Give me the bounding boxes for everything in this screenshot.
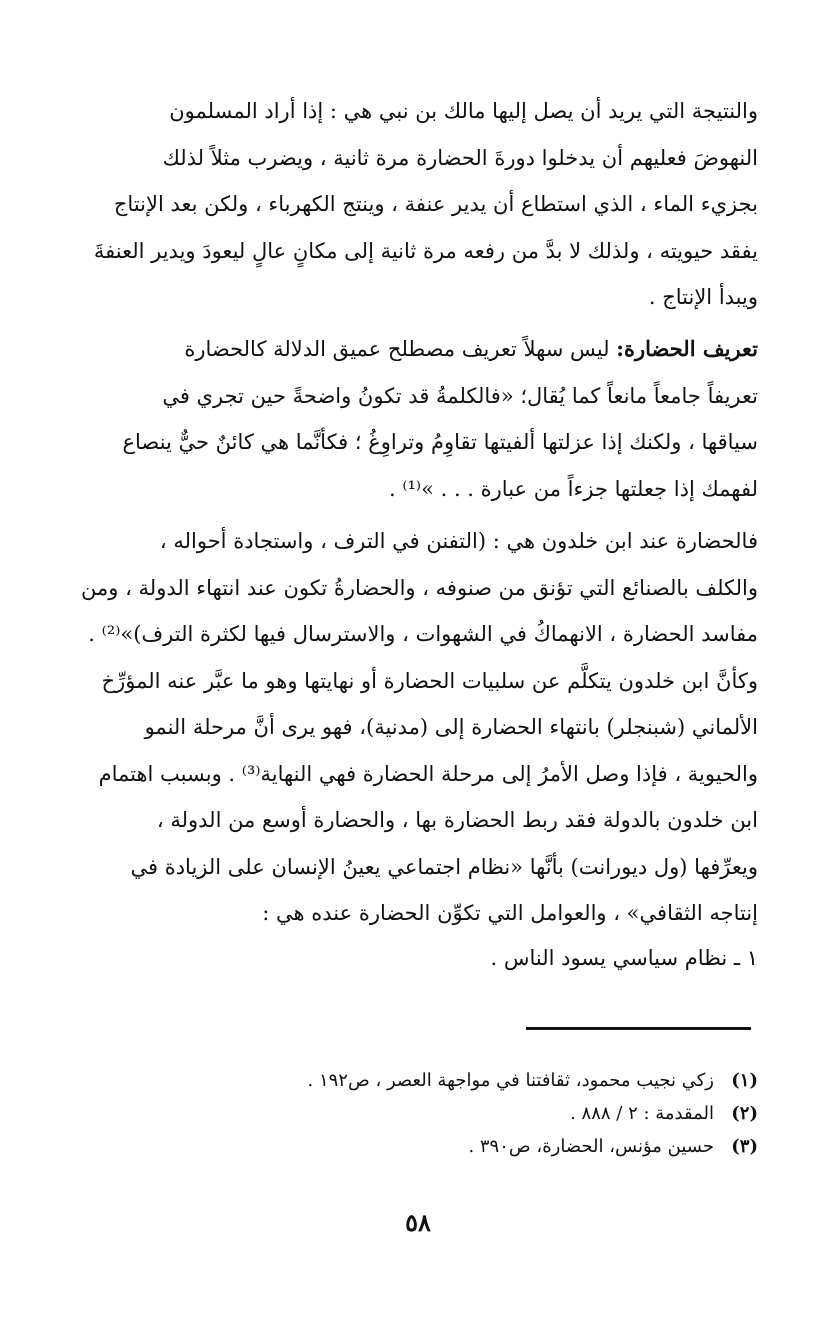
paragraph-line: النهوضَ فعليهم أن يدخلوا دورةَ الحضارة مرة ثانية ، ويضرب مثلاً لذلك (162, 145, 758, 170)
footnote-2 (78, 1097, 758, 1130)
paragraph-line: الألماني (شبنجلر) بانتهاء الحضارة إلى (مدنية)، فهو يرى أنَّ مرحلة النمو (144, 715, 758, 739)
footnote-divider (526, 1027, 751, 1030)
paragraph-line: والنتيجة التي يريد أن يصل إليها مالك بن نبي هي : إذا أراد المسلمون (169, 99, 758, 123)
paragraph-line (78, 326, 758, 373)
paragraph-line: يفقد حيويته ، ولذلك لا بدَّ من رفعه مرة ثانية إلى مكانٍ عالٍ ليعودَ ويدير العنفةَ (93, 238, 758, 263)
paragraph-line: ابن خلدون بالدولة فقد ربط الحضارة بها ، والحضارة أوسع من الدولة ، (156, 808, 758, 832)
paragraph-line: بجزيء الماء ، الذي استطاع أن يدير عنفة ، وينتج الكهرباء ، ولكن بعد الإنتاج (113, 192, 758, 216)
paragraph-line: تعريفاً جامعاً مانعاً كما يُقال؛ «فالكلمةُ قد تكونُ واضحةً حين تجري في (162, 383, 758, 408)
paragraph-line: ويبدأ الإنتاج . (648, 285, 758, 309)
definition-text: ليس سهلاً تعريف مصطلح عميق الدلالة كالحضارة (184, 337, 617, 361)
paragraph-line: إنتاجه الثقافي» ، والعوامل التي تكوِّن الحضارة عنده هي : (262, 901, 758, 925)
paragraph-ibn-khaldun (78, 518, 758, 937)
paragraph-line: سياقها ، ولكنك إذا عزلتها ألفيتها تقاوِمُ وتراوِغُ ؛ فكأنَّما هي كائنٌ حيٌّ ينصاع (122, 430, 758, 454)
paragraph-line: والكلف بالصنائع التي تؤنق من صنوفه ، والحضارةُ تكون عند انتهاء الدولة ، ومن (81, 575, 758, 600)
footnote-number: (٢) (731, 1103, 758, 1124)
paragraph-line: فالحضارة عند ابن خلدون هي : (التفنن في الترف ، واستجادة أحواله ، (159, 529, 758, 553)
list-item-political-system: ١ ـ نظام سياسي يسود الناس . (490, 946, 758, 970)
paragraph-civilization-definition (78, 326, 758, 512)
footnote-text: زكي نجيب محمود، ثقافتنا في مواجهة العصر ، ص١٩٢ . (307, 1070, 714, 1091)
paragraph-line: مفاسد الحضارة ، الانهماكُ في الشهوات ، والاسترسال فيها لكثرة الترف)»⁽²⁾ . (88, 622, 758, 646)
footnote-number: (٣) (731, 1136, 758, 1157)
paragraph-line: لفهمك إذا جعلتها جزءاً من عبارة . . . »⁽¹⁾ . (388, 476, 758, 501)
footnote-text: حسين مؤنس، الحضارة، ص٣٩٠ . (468, 1136, 714, 1157)
footnote-3 (78, 1130, 758, 1163)
definition-term: تعريف الحضارة: (616, 336, 758, 361)
paragraph-line: وكأنَّ ابن خلدون يتكلَّم عن سلبيات الحضارة أو نهايتها وهو ما عبَّر عنه المؤرِّخ (101, 668, 758, 693)
footnote-1 (78, 1064, 758, 1097)
paragraph-malek-bennabi (78, 88, 758, 321)
footnote-number: (١) (731, 1070, 758, 1091)
page-number: ٥٨ (405, 1208, 431, 1237)
paragraph-line: والحيوية ، فإذا وصل الأمرُ إلى مرحلة الحضارة فهي النهاية⁽³⁾ . وبسبب اهتمام (98, 761, 758, 786)
footnotes (78, 1064, 758, 1163)
footnote-text: المقدمة : ٢ / ٨٨٨ . (570, 1103, 714, 1124)
paragraph-line: ويعرِّفها (ول ديورانت) بأنَّها «نظام اجتماعي يعينُ الإنسان على الزيادة في (130, 854, 758, 879)
